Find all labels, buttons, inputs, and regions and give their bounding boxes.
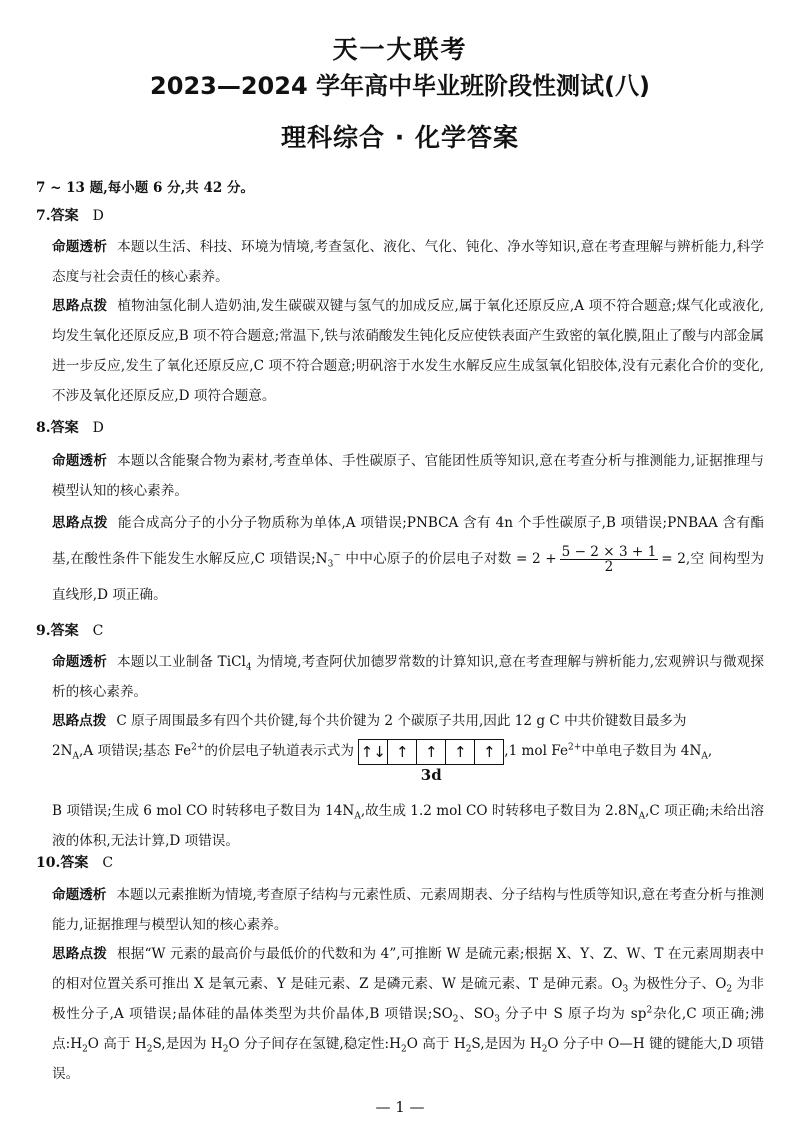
thinking-label: 思路点拨 — [52, 515, 108, 531]
sub-2: 2 — [465, 1044, 472, 1055]
q8-analysis — [52, 446, 764, 506]
q8-thinking-1: 能合成高分子的小分子物质称为单体,A 项错误;PNBCA 含有 4n 个手性碳原子,B 项错误;PNBAA — [117, 515, 718, 531]
q8-thinking — [52, 505, 764, 613]
q9-thinking-1: C 原子周围最多有四个共价键,每个共价键为 2 个碳原子共用,因此 12 g C 中共价键数目最多为 — [116, 713, 687, 729]
orbital-box: ↑ — [482, 742, 496, 761]
q10-thinking-11: S,是因为 H — [471, 1036, 542, 1052]
q10-thinking-12: O 分子中 O—H 键的键能大,D 项错误。 — [52, 1036, 764, 1082]
q9-analysis — [52, 647, 764, 707]
q8-thinking-2: 含有酯基,在酸性条件下能发生水解反应,C 项错误;N — [52, 515, 765, 567]
analysis-label: 命题透析 — [52, 887, 107, 903]
orbital-box: ↑ — [446, 740, 475, 764]
q9-thinking-8: B 项错误;生成 6 mol CO 时转移电子数目为 14N — [52, 803, 355, 819]
analysis-label: 命题透析 — [52, 654, 107, 670]
q8-thinking-3: 中中心原子的价层电子对数 = 2 + — [345, 551, 557, 567]
q10-thinking-9: O 分子间存在氢键,稳定性:H — [228, 1036, 401, 1052]
q9-thinking-6: 中单电子数目为 4N — [581, 743, 702, 759]
q10-thinking-4: 、SO — [458, 1006, 495, 1022]
q9-analysis-1: 本题以工业制备 TiCl — [116, 654, 246, 670]
q7-thinking-text: 植物油氢化制人造奶油,发生碳碳双键与氢气的加成反应,属于氧化还原反应,A 项不符合题意;煤气化或液化,均发生氧化还原反应,B 项不符合题意;常温下,铁与浓硝酸发生钝化反应使铁表面产生致密的氧化膜,阻止了酸与内部金属进一步反应,发生了氧化还原反应,C 项不符合题意;明矾溶于水发生水解反应生成氢氧化铝胶体,没有元素化合价的变化,不涉及氧化还原反应,D 项符合题意。 — [52, 298, 765, 404]
orbital-box: ↑ — [417, 740, 446, 764]
q10-number: 10. — [36, 855, 61, 871]
q9-thinking — [52, 706, 764, 856]
q8-answer-label: 答案 — [50, 420, 79, 436]
na-sub: A — [72, 751, 80, 762]
q10-thinking-5: 分子中 S 原子均为 sp — [505, 1006, 647, 1022]
orbital-diagram — [358, 739, 504, 784]
na-sub: A — [354, 811, 361, 822]
q7-number: 7. — [36, 208, 51, 224]
fraction-denominator: 2 — [604, 559, 614, 575]
q10-thinking-10: O 高于 H — [406, 1036, 466, 1052]
sub-2: 2 — [452, 1014, 459, 1025]
q10-thinking-6: 杂化,C 项正确;沸点:H — [52, 1006, 764, 1052]
q10-thinking-1: 根据“W 元素的最高价与最低价的代数和为 4”,可推断 W 是硫元素;根据 X、Y、Z、W、T 在元素周期表中的相对位置关系可推出 X 是氧元素、Y 是硅元素、Z 是磷元素、W 是硫元素、T 是砷元素。O — [52, 946, 765, 992]
fraction-numerator: 5 − 2 × 3 + 1 — [561, 544, 657, 560]
q7-analysis-text: 本题以生活、科技、环境为情境,考查氢化、液化、气化、钝化、净水等知识,意在考查理解与辨析能力,科学态度与社会责任的核心素养。 — [52, 239, 764, 285]
q8-thinking-5: 间构型为直线形,D 项正确。 — [52, 551, 764, 603]
fe-sup: 2+ — [191, 742, 205, 753]
q7-thinking — [52, 291, 764, 411]
q9-thinking-4: 的价层电子轨道表示式为 — [204, 743, 354, 759]
q9-thinking-10: ,C 项正确;未给出溶液的体积,无法计算,D 项错误。 — [52, 803, 764, 849]
fe-sup: 2+ — [568, 742, 582, 753]
q10-analysis — [52, 880, 764, 940]
org-title: 天一大联考 — [332, 35, 468, 64]
analysis-label: 命题透析 — [52, 239, 108, 255]
q9-analysis-sub: 4 — [245, 662, 252, 673]
q9-thinking-2: 2N — [52, 743, 73, 759]
page-number: — 1 — — [375, 1098, 425, 1116]
q8-ion-sup: − — [333, 550, 341, 561]
q9-thinking-3: ,A 项错误;基态 Fe — [79, 743, 192, 759]
q9-thinking-9: ,故生成 1.2 mol CO 时转移电子数目为 2.8N — [360, 803, 639, 819]
exam-title: 2023—2024 学年高中毕业班阶段性测试(八) — [150, 72, 650, 100]
q7-answer: D — [92, 208, 104, 224]
sub-2: 2 — [401, 1044, 407, 1055]
thinking-label: 思路点拨 — [52, 713, 107, 729]
sup-2: 2 — [646, 1005, 653, 1016]
q10-thinking-3: 为非极性分子,A 项错误;晶体硅的晶体类型为共价晶体,B 项错误;SO — [52, 976, 764, 1022]
sub-2: 2 — [726, 984, 733, 995]
q8-answer: D — [92, 420, 104, 436]
q9-header — [36, 620, 103, 640]
q7-answer-label: 答案 — [50, 208, 79, 224]
q10-answer: C — [102, 855, 114, 871]
na-sub: A — [701, 751, 708, 762]
orbital-box: ↑ — [388, 740, 417, 764]
analysis-label: 命题透析 — [52, 453, 108, 469]
q10-thinking-7: O 高于 H — [87, 1036, 147, 1052]
q7-header — [36, 205, 104, 225]
thinking-label: 思路点拨 — [52, 946, 108, 962]
q10-header — [36, 852, 113, 872]
sub-2: 2 — [222, 1044, 229, 1055]
sub-2: 2 — [82, 1044, 88, 1055]
q8-ion-sub: 3 — [327, 559, 334, 570]
sub-3: 3 — [494, 1014, 500, 1025]
q10-analysis-text: 本题以元素推断为情境,考查原子结构与元素性质、元素周期表、分子结构与性质等知识,意在考查分析与推测能力,证据推理与模型认知的核心素养。 — [52, 887, 765, 933]
sub-2: 2 — [541, 1044, 548, 1055]
q10-thinking-8: S,是因为 H — [152, 1036, 223, 1052]
q8-number: 8. — [36, 420, 51, 436]
q9-thinking-7: , — [707, 743, 713, 759]
na-sub: A — [638, 811, 646, 822]
q9-analysis-2: 为情境,考查阿伏加德罗常数的计算知识,意在考查理解与辨析能力,宏观辨识与微观探析的核心素养。 — [52, 654, 765, 700]
subject-title: 理科综合 · 化学答案 — [281, 123, 519, 152]
q10-answer-label: 答案 — [60, 855, 89, 871]
thinking-label: 思路点拨 — [52, 298, 108, 314]
q9-number: 9. — [36, 623, 51, 639]
q7-analysis — [52, 232, 764, 292]
orbital-label: 3d — [420, 765, 442, 784]
q8-thinking-4: = 2,空 — [661, 551, 705, 567]
q8-analysis-text: 本题以含能聚合物为素材,考查单体、手性碳原子、官能团性质等知识,意在考查分析与推测能力,证据推理与模型认知的核心素养。 — [52, 453, 764, 499]
q9-answer-label: 答案 — [50, 623, 79, 639]
q10-thinking — [52, 939, 764, 1089]
intro-text: 7 ~ 13 题,每小题 6 分,共 42 分。 — [36, 180, 254, 196]
sub-3: 3 — [622, 984, 629, 995]
q9-thinking-5: ,1 mol Fe — [504, 743, 569, 759]
q10-thinking-2: 为极性分子、O — [632, 976, 727, 992]
q8-header — [36, 417, 104, 437]
sub-2: 2 — [146, 1044, 153, 1055]
q9-answer: C — [92, 623, 104, 639]
orbital-box: ↑↓ — [359, 740, 388, 764]
q8-fraction — [560, 545, 659, 574]
